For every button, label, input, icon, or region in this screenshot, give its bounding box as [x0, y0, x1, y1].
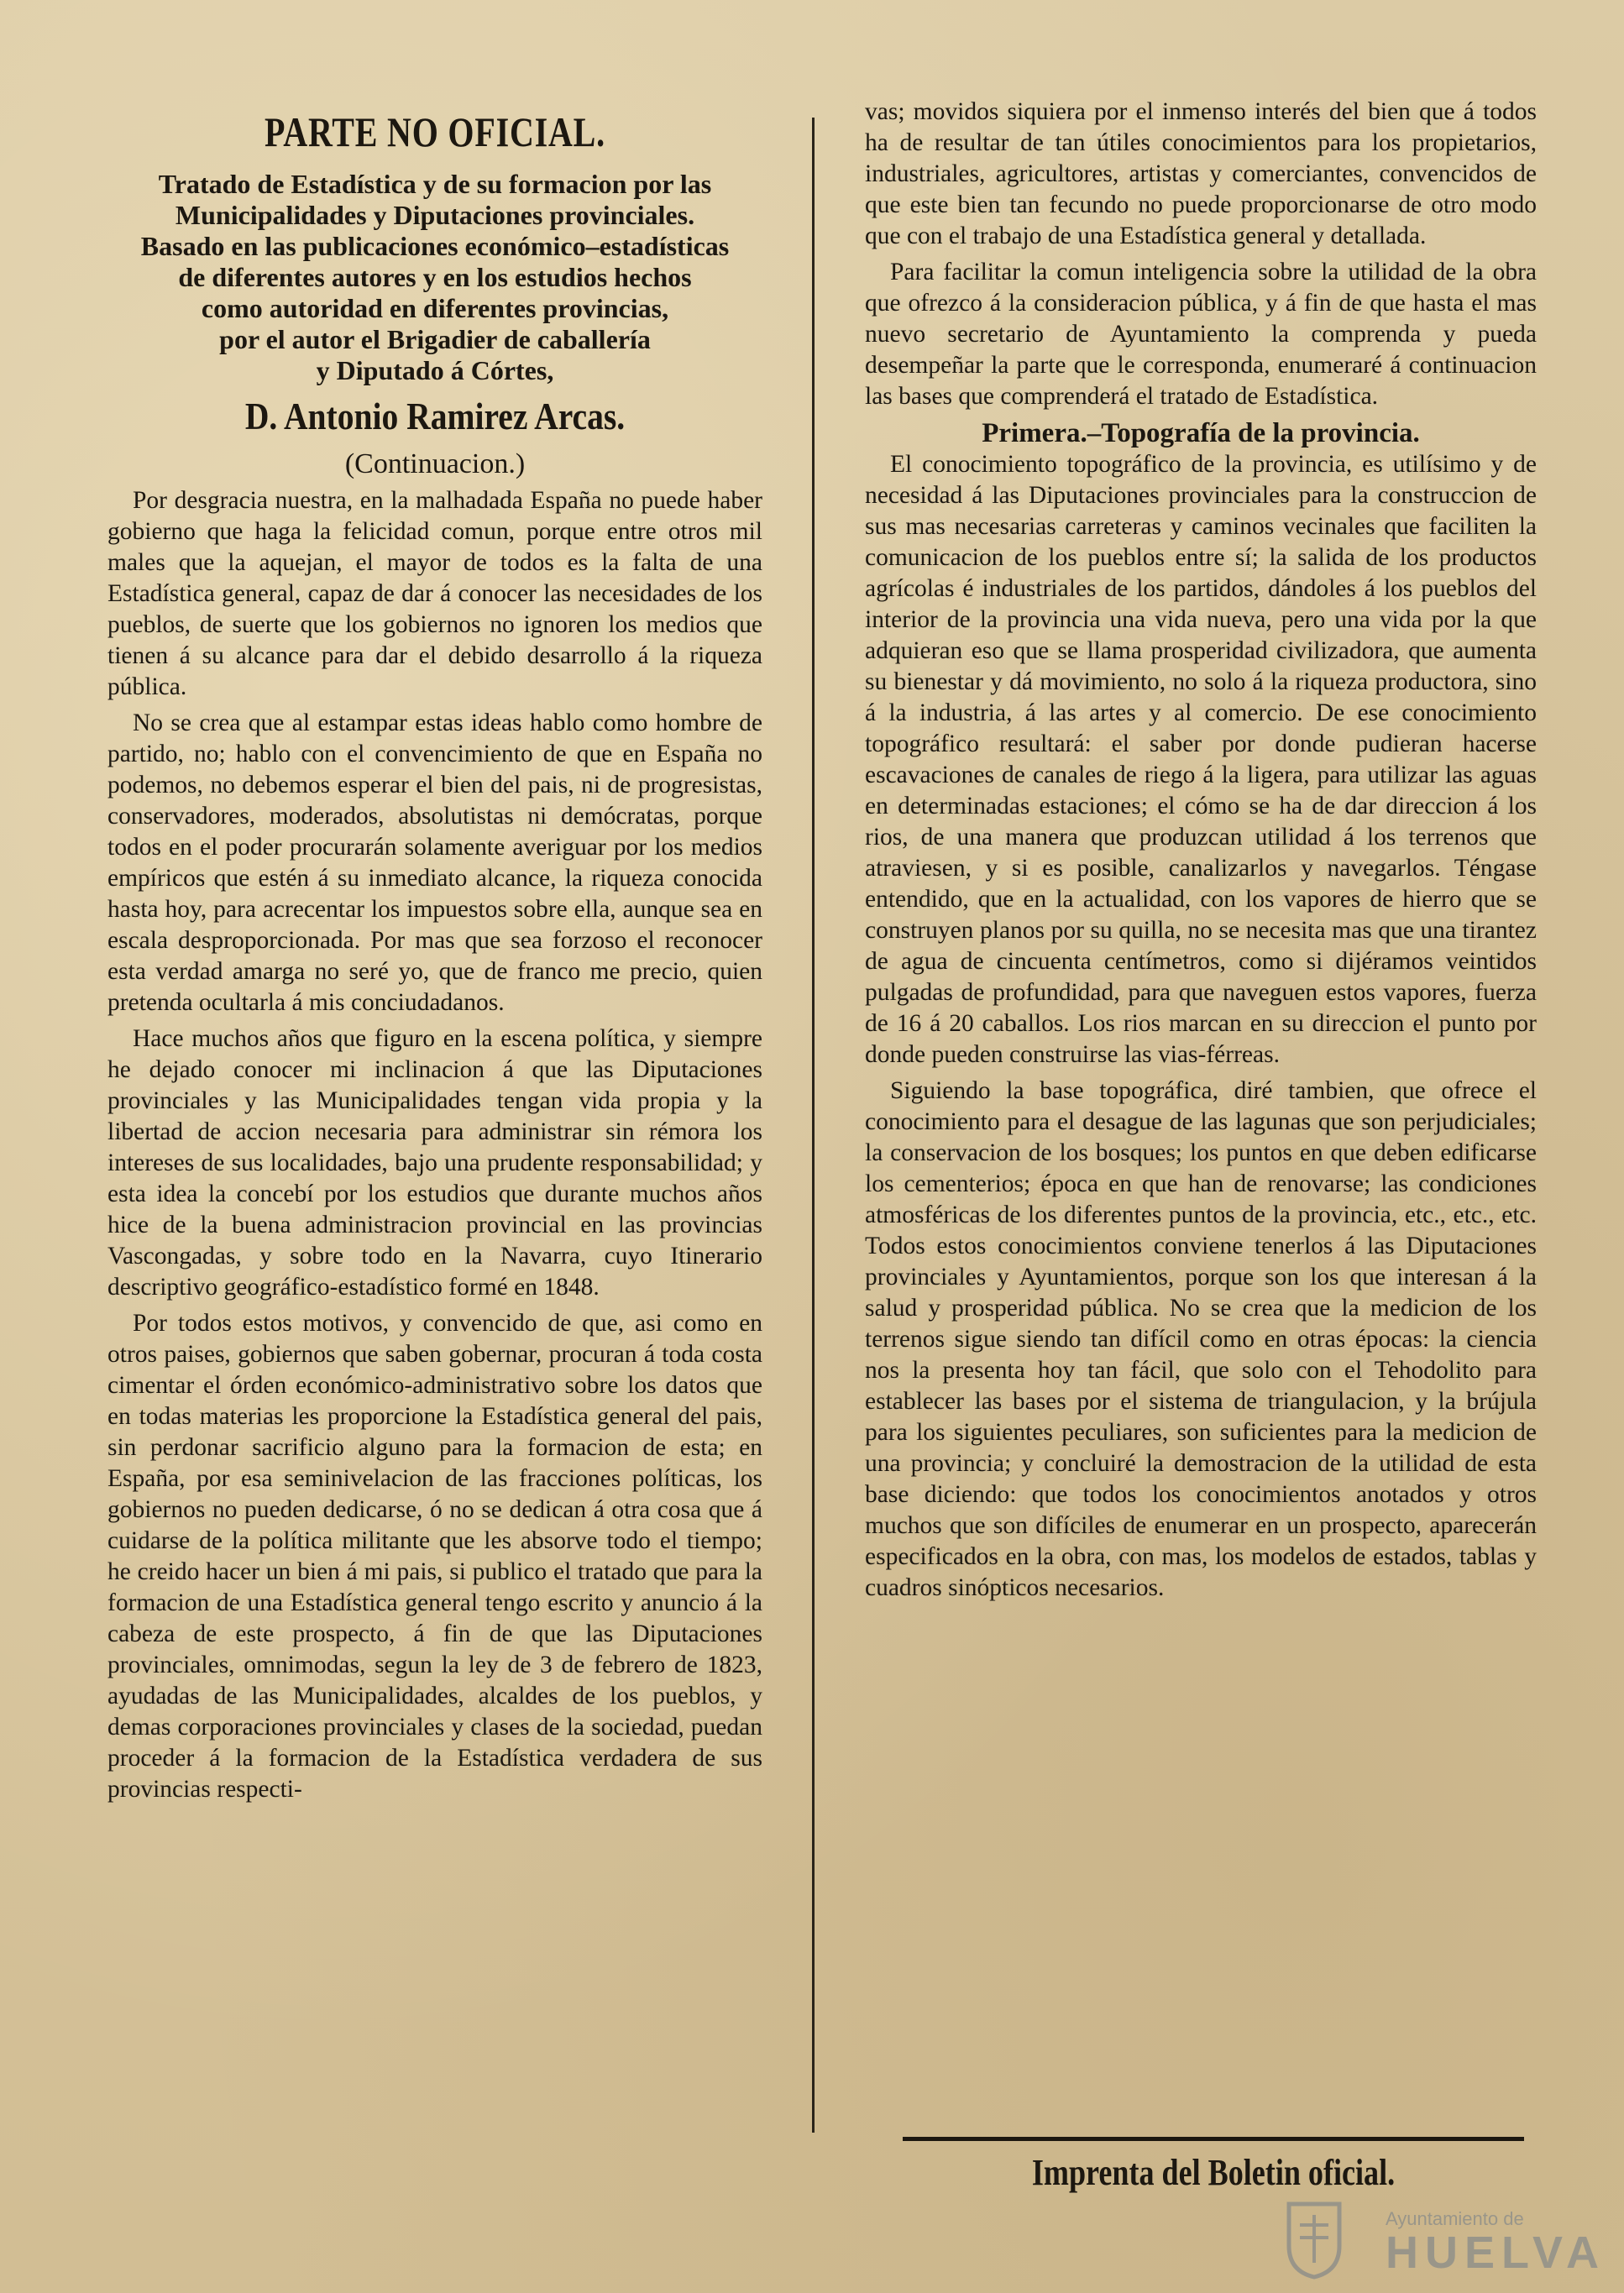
continuation-label: (Continuacion.)	[344, 448, 526, 480]
subtitle-line: como autoridad en diferentes provincias,	[201, 293, 669, 323]
topography-section-title: Primera.–Topografía de la provincia.	[982, 418, 1420, 448]
subtitle-line: por el autor el Brigadier de caballería	[219, 324, 651, 354]
watermark-big-text: HUELVA	[1386, 2228, 1606, 2278]
body-paragraph: vas; movidos siquiera por el inmenso interés del bien que á todos ha de resultar de tan útiles conocimientos para los propietarios, industriales, agricultores, artistas y comerciantes, convencidos de que este bien tan fecundo no puede proporcionarse de otro modo que con el trabajo de una Estadística general y detallada.	[865, 98, 1537, 249]
subtitle-block	[107, 169, 762, 386]
subtitle-line: Municipalidades y Diputaciones provinciales.	[175, 200, 695, 230]
body-paragraph: Hace muchos años que figuro en la escena política, y siempre he dejado conocer mi inclinacion á que las Diputaciones provinciales y las Municipalidades tengan vida propia y la libertad de accion necesaria para administrar sin rémora los intereses de sus localidades, bajo una prudente responsabilidad; y esta idea la concebí por los estudios que durante muchos años hice de la buena administracion provincial en las provincias Vascongadas, y sobre todo en la Navarra, cuyo Itinerario descriptivo geográfico-estadístico formé en 1848.	[107, 1024, 762, 1301]
column-divider	[812, 118, 815, 2133]
author-name: D. Antonio Ramirez Arcas.	[244, 395, 626, 437]
watermark-small-text: Ayuntamiento de	[1386, 2208, 1524, 2229]
body-paragraph: Para facilitar la comun inteligencia sobre la utilidad de la obra que ofrezco á la consideracion pública, y á fin de que hasta el mas nuevo secretario de Ayuntamiento la comprenda y pueda desempeñar la parte que le corresponda, enumeraré á continuacion las bases que comprenderá el tratado de Estadística.	[865, 259, 1537, 410]
printer-imprint: Imprenta del Boletin oficial.	[1031, 2152, 1396, 2193]
section-heading: PARTE NO OFICIAL.	[265, 108, 605, 155]
body-paragraph: El conocimiento topográfico de la provincia, es utilísimo y de necesidad á las Diputaciones provinciales para la construccion de sus mas necesarias carreteras y caminos vecinales que faciliten la comunicacion de los pueblos entre sí; la salida de los productos agrícolas é industriales de los partidos, dándoles á los pueblos del interior de la provincia una vida nueva, pero una vida por la que adquieran eso que se llama prosperidad civilizadora, que aumenta su bienestar y dá movimiento, no solo á la riqueza productora, sino á la industria, á las artes y al comercio. De ese conocimiento topográfico resultará: el saber por donde pudieran hacerse escavaciones de canales de riego á la ligera, para utilizar las aguas en determinadas estaciones; el cómo se ha de dar direccion á los rios, de una manera que produzcan utilidad á los terrenos que atraviesen, y si es posible, canalizarlos y navegarlos. Téngase entendido, que en la actualidad, con los vapores de hierro que se construyen planos por su quilla, no se necesita mas que una tirantez de agua de cincuenta centímetros, como si dijéramos veintidos pulgadas de profundidad, para que naveguen estos vapores, fuerza de 16 á 20 caballos. Los rios marcan en su direccion el punto por donde pueden construirse las vias-férreas.	[865, 451, 1537, 1068]
archive-watermark	[1285, 2200, 1604, 2284]
city-shield-icon	[1285, 2200, 1344, 2280]
subtitle-line: Basado en las publicaciones económico–estadísticas	[140, 231, 730, 261]
subtitle-line: de diferentes autores y en los estudios hechos	[178, 262, 692, 292]
footer-rule	[903, 2137, 1524, 2141]
left-column	[107, 109, 762, 1810]
body-paragraph: Por todos estos motivos, y convencido de que, asi como en otros paises, gobiernos que saben gobernar, procuran á toda costa cimentar el órden económico-administrativo sobre los datos que en todas materias les proporcione la Estadística general del pais, sin perdonar sacrificio alguno para la formacion de esta; en España, por esa seminivelacion de las fracciones políticas, los gobiernos no pueden dedicarse, ó no se dedican á otra cosa que á cuidarse de la política militante que les absorve todo el tiempo; he creido hacer un bien á mi pais, si publico el tratado que para la formacion de una Estadística general tengo escrito y anuncio á la cabeza de este prospecto, á fin de que las Diputaciones provinciales, omnimodas, segun la ley de 3 de febrero de 1823, ayudadas de las Municipalidades, alcaldes de los pueblos, y demas corporaciones provinciales y clases de la sociedad, puedan proceder á la formacion de la Estadística verdadera de sus provincias respecti-	[107, 1309, 762, 1803]
body-paragraph: Por desgracia nuestra, en la malhadada España no puede haber gobierno que haga la felicidad comun, porque entre otros mil males que la aquejan, el mayor de todos es la falta de una Estadística general, capaz de dar á conocer las necesidades de los pueblos, de suerte que los gobiernos no ignoren los medios que tienen á su alcance para dar el debido desarrollo á la riqueza pública.	[107, 486, 762, 700]
body-paragraph: No se crea que al estampar estas ideas hablo como hombre de partido, no; hablo con el convencimiento de que en España no podemos, no debemos esperar el bien del pais, ni de progresistas, conservadores, moderados, absolutistas ni demócratas, porque todos en el poder procurarán solamente averiguar por los medios empíricos que estén á su inmediato alcance, la riqueza conocida hasta hoy, para acrecentar los impuestos sobre ella, aunque sea en escala desproporcionada. Por mas que sea forzoso el reconocer esta verdad amarga no seré yo, que de franco me precio, quien pretenda ocultarla á mis conciudadanos.	[107, 709, 762, 1016]
right-column	[865, 97, 1537, 1609]
body-paragraph: Siguiendo la base topográfica, diré tambien, que ofrece el conocimiento para el desague de las lagunas que son perjudiciales; la conservacion de los bosques; los puntos en que deben edificarse los cementerios; época en que han de renovarse; las condiciones atmosféricas de los diferentes puntos de la provincia, etc., etc., etc. Todos estos conocimientos conviene tenerlos á las Diputaciones provinciales y Ayuntamientos, porque son los que interesan á la salud y prosperidad pública. No se crea que la medicion de los terrenos sigue siendo tan difícil como en otras épocas: la ciencia nos la presenta hoy tan fácil, que solo con el Tehodolito para establecer las bases por el sistema de triangulacion, y la brújula para los siguientes peculiares, son suficientes para la medicion de una provincia; y concluiré la demostracion de la utilidad de esta base diciendo: que todos los conocimientos anotados y otros muchos que son difíciles de enumerar en un prospecto, aparecerán especificados en la obra, con mas, los modelos de estados, tablas y cuadros sinópticos necesarios.	[865, 1077, 1537, 1601]
subtitle-line: y Diputado á Córtes,	[316, 355, 554, 385]
subtitle-line: Tratado de Estadística y de su formacion por las	[158, 169, 712, 199]
